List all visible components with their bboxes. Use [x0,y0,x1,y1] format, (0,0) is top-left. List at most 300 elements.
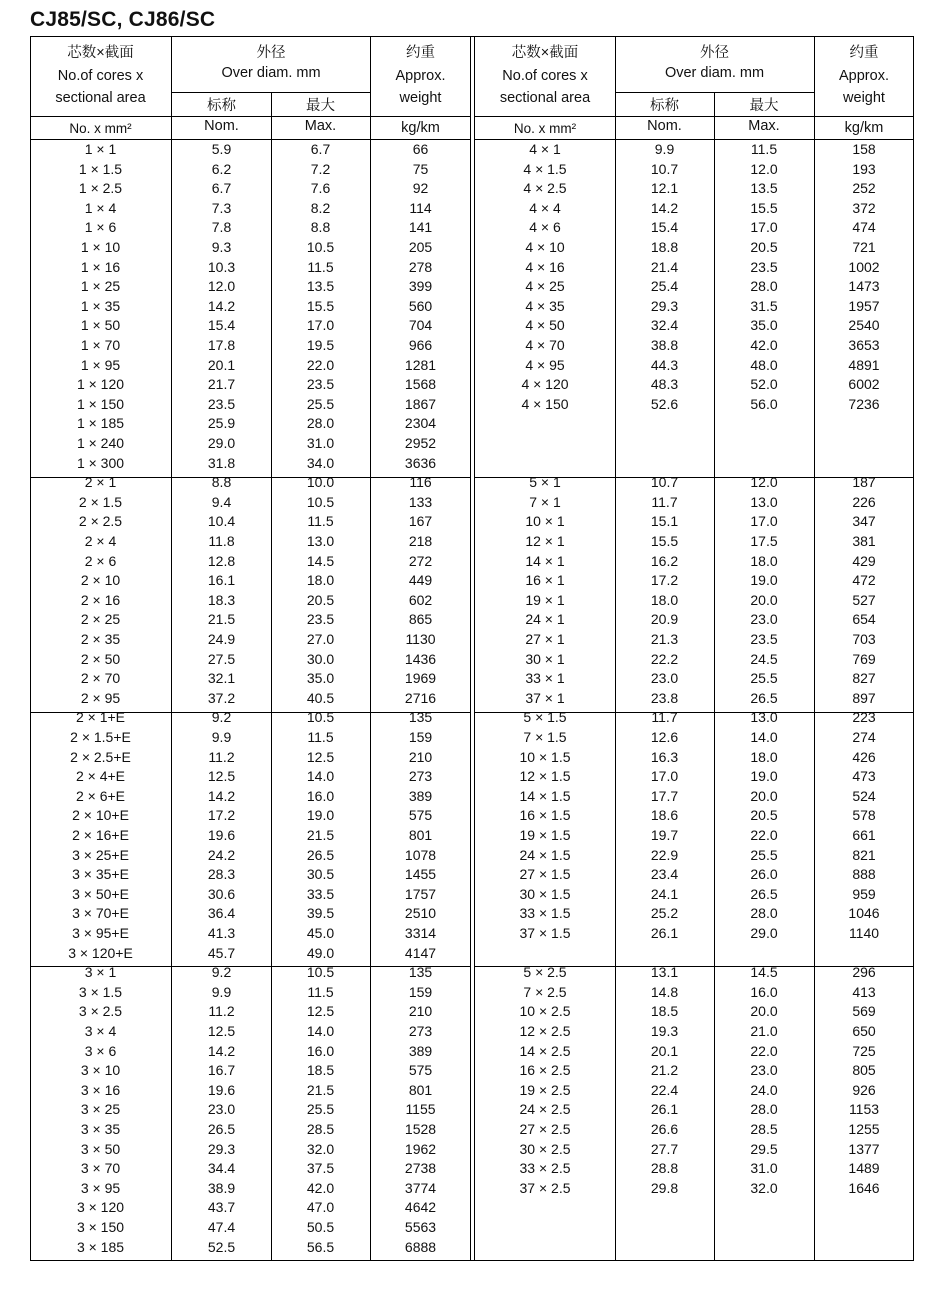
core-size-cell: 2 × 1.5+E [70,729,131,745]
max-diameter-cell: 32.0 [750,1179,778,1196]
weight-cell: 252 [852,180,876,197]
nom-diameter-cell: 25.2 [650,905,679,922]
weight-cell: 1255 [848,1121,880,1137]
core-size-cell: 12 × 1 [525,533,565,549]
rule-group-left [30,139,470,140]
nom-diameter-cell: 23.0 [207,1101,236,1118]
rule-unit-right [475,116,914,117]
weight-cell: 1489 [848,1160,880,1177]
nom-diameter-cell: 32.1 [207,670,236,687]
max-diameter-cell: 52.0 [750,376,778,393]
weight-cell: 6002 [848,376,880,393]
core-size-cell: 5 × 1.5 [523,709,567,726]
max-diameter-cell: 32.0 [306,1140,335,1157]
nom-diameter-cell: 12.0 [207,278,236,295]
nom-diameter-cell: 18.5 [650,1003,679,1020]
nom-diameter-cell: 23.0 [650,670,679,687]
weight-cell: 223 [852,709,876,726]
weight-cell: 602 [408,591,433,608]
weight-cell: 1473 [848,278,880,295]
nom-diameter-cell: 18.8 [650,239,679,255]
max-diameter-cell: 47.0 [306,1199,335,1216]
core-size-cell: 1 × 25 [80,278,121,295]
weight-cell: 3314 [404,925,437,941]
weight-cell: 2716 [404,689,437,706]
weight-cell: 704 [408,317,433,334]
core-size-cell: 1 × 1.5 [78,160,123,177]
nom-diameter-cell: 28.3 [207,866,236,883]
core-size-cell: 2 × 10 [80,572,121,589]
nom-diameter-cell: 10.7 [650,474,679,491]
nom-diameter-cell: 8.8 [211,474,232,491]
core-size-cell: 2 × 16+E [72,827,129,843]
max-diameter-cell: 14.0 [306,1023,335,1039]
weight-cell: 524 [852,787,876,804]
core-size-cell: 2 × 2.5+E [70,748,131,765]
core-size-cell: 24 × 1 [525,611,565,628]
weight-cell: 3653 [848,337,880,353]
max-diameter-cell: 50.5 [306,1219,335,1235]
core-size-cell: 19 × 1.5 [519,827,571,843]
rule-col-double [470,36,471,1261]
max-diameter-cell: 15.5 [750,199,778,216]
core-size-cell: 30 × 2.5 [519,1140,571,1157]
max-diameter-cell: 33.5 [306,885,335,902]
max-diameter-cell: 8.2 [310,199,331,216]
core-size-cell: 5 × 1 [529,474,561,491]
nom-diameter-cell: 10.3 [207,258,236,275]
nom-diameter-cell: 11.7 [651,493,678,510]
weight-cell: 769 [852,650,876,667]
max-diameter-cell: 20.0 [750,591,778,608]
core-size-cell: 10 × 1.5 [519,748,571,765]
nom-diameter-cell: 47.4 [207,1219,236,1235]
core-size-cell: 3 × 4 [84,1023,117,1039]
nom-diameter-cell: 5.9 [211,141,232,157]
nom-diameter-cell: 20.1 [207,356,236,373]
core-size-cell: 30 × 1.5 [519,885,571,902]
nom-diameter-cell: 26.1 [650,925,679,941]
weight-cell: 159 [408,729,433,745]
weight-cell: 5563 [404,1219,437,1235]
nom-diameter-cell: 24.2 [207,846,236,863]
nom-diameter-cell: 37.2 [207,689,236,706]
weight-cell: 654 [852,611,876,628]
max-diameter-cell: 19.0 [750,572,778,589]
max-diameter-cell: 28.0 [750,1101,778,1118]
header-max-en: Max. [748,118,780,134]
core-size-cell: 19 × 2.5 [519,1081,571,1098]
header-core-en1: No.of cores x [57,68,144,84]
max-diameter-cell: 28.0 [750,905,778,922]
max-diameter-cell: 22.0 [750,1042,778,1059]
weight-cell: 578 [852,807,876,824]
max-diameter-cell: 19.5 [306,337,335,353]
weight-cell: 187 [852,474,876,491]
core-size-cell: 3 × 150 [76,1219,125,1235]
core-size-cell: 7 × 2.5 [523,983,567,1000]
core-size-cell: 1 × 1 [84,141,117,157]
weight-cell: 725 [852,1042,876,1059]
core-size-cell: 2 × 70 [80,670,121,687]
max-diameter-cell: 56.0 [750,395,778,412]
core-size-cell: 14 × 1 [525,552,565,569]
nom-diameter-cell: 32.4 [650,317,679,334]
max-diameter-cell: 40.5 [306,689,335,706]
nom-diameter-cell: 16.7 [207,1062,236,1079]
max-diameter-cell: 13.0 [306,533,335,549]
core-size-cell: 4 × 150 [521,395,569,412]
core-size-cell: 1 × 6 [84,219,117,236]
core-size-cell: 4 × 2.5 [523,180,567,197]
nom-diameter-cell: 28.8 [650,1160,679,1177]
core-size-cell: 3 × 1 [84,964,117,981]
weight-cell: 6888 [404,1238,437,1255]
weight-cell: 133 [408,493,433,510]
weight-cell: 2304 [404,415,437,432]
nom-diameter-cell: 7.3 [211,199,232,216]
header-wt-en1: Approx. [839,68,889,84]
max-diameter-cell: 8.8 [310,219,331,236]
core-size-cell: 4 × 95 [525,356,565,373]
nom-diameter-cell: 21.4 [650,258,679,275]
core-size-cell: 3 × 25+E [72,846,129,863]
core-size-cell: 37 × 1 [525,689,565,706]
core-size-cell: 3 × 95+E [72,925,129,941]
core-size-cell: 2 × 25 [80,611,121,628]
core-size-cell: 19 × 1 [525,591,565,608]
weight-cell: 1078 [404,846,437,863]
core-size-cell: 27 × 1 [525,631,565,647]
core-size-cell: 1 × 150 [76,395,125,412]
weight-cell: 966 [408,337,433,353]
weight-cell: 4891 [848,356,880,373]
nom-diameter-cell: 7.8 [211,219,232,236]
max-diameter-cell: 26.5 [750,689,778,706]
weight-cell: 805 [852,1062,876,1079]
max-diameter-cell: 17.0 [306,317,335,334]
weight-cell: 66 [412,141,429,157]
max-diameter-cell: 30.0 [306,650,335,667]
weight-cell: 1867 [404,395,437,412]
nom-diameter-cell: 9.4 [211,493,232,510]
weight-cell: 1155 [405,1101,436,1118]
max-diameter-cell: 16.0 [750,983,778,1000]
core-size-cell: 1 × 70 [80,337,121,353]
core-size-cell: 33 × 1 [525,670,565,687]
core-size-cell: 2 × 35 [80,631,121,647]
max-diameter-cell: 39.5 [306,905,335,922]
cable-spec-table [30,36,914,1261]
core-size-cell: 3 × 120+E [68,944,133,961]
weight-cell: 273 [408,1023,433,1039]
core-size-cell: 1 × 50 [80,317,121,334]
weight-cell: 1455 [404,866,437,883]
core-size-cell: 1 × 10 [80,239,121,255]
nom-diameter-cell: 44.3 [650,356,679,373]
weight-cell: 575 [408,807,433,824]
nom-diameter-cell: 17.2 [650,572,679,589]
nom-diameter-cell: 52.6 [650,395,679,412]
nom-diameter-cell: 27.7 [650,1140,679,1157]
max-diameter-cell: 19.0 [750,768,778,785]
max-diameter-cell: 28.5 [306,1121,335,1137]
header-core-unit: No. x mm² [69,121,132,136]
nom-diameter-cell: 16.2 [650,552,679,569]
max-diameter-cell: 10.5 [306,709,335,726]
weight-cell: 2540 [848,317,880,334]
max-diameter-cell: 16.0 [306,1042,335,1059]
max-diameter-cell: 14.5 [750,964,778,981]
nom-diameter-cell: 11.7 [651,709,678,726]
weight-cell: 141 [408,219,433,236]
nom-diameter-cell: 38.9 [207,1179,236,1196]
nom-diameter-cell: 18.6 [650,807,679,824]
weight-cell: 2738 [404,1160,437,1177]
weight-cell: 413 [852,983,876,1000]
max-diameter-cell: 10.5 [306,493,335,510]
core-size-cell: 10 × 2.5 [519,1003,571,1020]
weight-cell: 575 [408,1062,433,1079]
weight-cell: 7236 [848,395,880,412]
weight-cell: 296 [852,964,876,981]
header-max-cn: 最大 [306,98,335,114]
nom-diameter-cell: 11.2 [208,748,235,765]
max-diameter-cell: 28.0 [306,415,335,432]
nom-diameter-cell: 29.3 [207,1140,236,1157]
max-diameter-cell: 23.5 [306,376,335,393]
nom-diameter-cell: 23.8 [650,689,679,706]
rule-col [271,92,272,1261]
weight-cell: 3774 [404,1179,437,1196]
rule-col-double [474,36,475,1261]
max-diameter-cell: 6.7 [310,141,331,157]
max-diameter-cell: 42.0 [750,337,778,353]
rule-group-right [475,966,914,967]
weight-cell: 2510 [404,905,437,922]
nom-diameter-cell: 9.2 [211,964,232,981]
weight-cell: 114 [409,199,432,216]
nom-diameter-cell: 15.1 [650,513,679,530]
core-size-cell: 2 × 6+E [75,787,126,804]
nom-diameter-cell: 21.3 [650,631,679,647]
core-size-cell: 4 × 50 [525,317,565,334]
header-wt-cn: 约重 [849,45,879,61]
nom-diameter-cell: 29.3 [650,297,679,314]
max-diameter-cell: 31.0 [750,1160,778,1177]
nom-diameter-cell: 19.7 [650,827,679,843]
nom-diameter-cell: 9.9 [654,141,675,157]
header-od-en: Over diam. mm [664,65,765,81]
core-size-cell: 37 × 1.5 [519,925,571,941]
nom-diameter-cell: 19.6 [207,827,236,843]
weight-cell: 1140 [848,925,880,941]
nom-diameter-cell: 34.4 [207,1160,236,1177]
nom-diameter-cell: 19.6 [207,1081,236,1098]
weight-cell: 426 [852,748,876,765]
weight-cell: 1002 [848,258,880,275]
core-size-cell: 2 × 1 [84,474,117,491]
nom-diameter-cell: 14.8 [650,983,679,1000]
max-diameter-cell: 17.0 [750,219,778,236]
max-diameter-cell: 34.0 [306,454,335,471]
weight-cell: 2952 [404,435,437,451]
core-size-cell: 1 × 35 [80,297,121,314]
core-size-cell: 4 × 70 [525,337,565,353]
max-diameter-cell: 11.5 [750,141,778,157]
weight-cell: 1436 [404,650,437,667]
nom-diameter-cell: 21.5 [207,611,236,628]
max-diameter-cell: 13.0 [750,493,778,510]
max-diameter-cell: 35.0 [750,317,778,334]
nom-diameter-cell: 20.1 [650,1042,679,1059]
weight-cell: 897 [852,689,876,706]
core-size-cell: 5 × 2.5 [523,964,567,981]
nom-diameter-cell: 18.0 [650,591,679,608]
weight-cell: 274 [852,729,876,745]
core-size-cell: 3 × 25 [80,1101,121,1118]
max-diameter-cell: 25.5 [750,846,778,863]
max-diameter-cell: 16.0 [306,787,335,804]
max-diameter-cell: 27.0 [306,631,335,647]
max-diameter-cell: 12.0 [750,474,778,491]
rule-group-left [30,477,470,478]
core-size-cell: 3 × 16 [80,1081,121,1098]
core-size-cell: 4 × 120 [521,376,569,393]
core-size-cell: 2 × 10+E [72,807,129,824]
nom-diameter-cell: 22.9 [650,846,679,863]
nom-diameter-cell: 45.7 [207,944,236,961]
weight-cell: 821 [852,846,876,863]
core-size-cell: 2 × 16 [80,591,121,608]
nom-diameter-cell: 29.0 [207,435,236,451]
weight-cell: 429 [852,552,876,569]
nom-diameter-cell: 23.5 [207,395,236,412]
nom-diameter-cell: 15.4 [650,219,679,236]
max-diameter-cell: 18.0 [750,748,778,765]
core-size-cell: 7 × 1.5 [523,729,567,745]
nom-diameter-cell: 21.7 [207,376,236,393]
nom-diameter-cell: 14.2 [207,1042,236,1059]
header-core-en2: sectional area [499,90,591,106]
core-size-cell: 2 × 1+E [75,709,126,726]
core-size-cell: 3 × 95 [80,1179,121,1196]
nom-diameter-cell: 21.2 [650,1062,679,1079]
weight-cell: 92 [412,180,429,197]
max-diameter-cell: 29.0 [750,925,778,941]
nom-diameter-cell: 14.2 [650,199,679,216]
page-title: CJ85/SC, CJ86/SC [30,8,216,31]
max-diameter-cell: 13.5 [306,278,335,295]
header-core-cn: 芯数×截面 [511,45,579,61]
core-size-cell: 10 × 1 [525,513,565,530]
weight-cell: 721 [852,239,876,255]
weight-cell: 888 [852,866,876,883]
nom-diameter-cell: 15.5 [650,533,679,549]
weight-cell: 372 [852,199,876,216]
weight-cell: 1962 [404,1140,437,1157]
core-size-cell: 2 × 6 [84,552,117,569]
max-diameter-cell: 12.5 [306,748,335,765]
nom-diameter-cell: 12.6 [650,729,679,745]
weight-cell: 135 [408,709,433,726]
core-size-cell: 16 × 2.5 [519,1062,571,1079]
core-size-cell: 4 × 1 [529,141,561,157]
weight-cell: 4147 [404,944,437,961]
max-diameter-cell: 24.5 [750,650,778,667]
header-core-unit: No. x mm² [513,121,577,136]
header-wt-en2: weight [399,90,442,106]
nom-diameter-cell: 30.6 [207,885,236,902]
max-diameter-cell: 56.5 [306,1238,335,1255]
weight-cell: 1528 [404,1121,437,1137]
nom-diameter-cell: 6.2 [211,160,232,177]
header-core-en1: No.of cores x [502,68,588,84]
core-size-cell: 37 × 2.5 [519,1179,571,1196]
max-diameter-cell: 21.0 [750,1023,778,1039]
core-size-cell: 16 × 1.5 [519,807,571,824]
core-size-cell: 3 × 35 [80,1121,121,1137]
weight-cell: 158 [852,141,876,157]
max-diameter-cell: 20.5 [750,239,778,255]
header-core-cn: 芯数×截面 [67,45,134,61]
max-diameter-cell: 10.5 [306,964,335,981]
core-size-cell: 12 × 2.5 [519,1023,571,1039]
weight-cell: 865 [408,611,433,628]
core-size-cell: 1 × 240 [76,435,125,451]
core-size-cell: 33 × 1.5 [519,905,571,922]
nom-diameter-cell: 23.4 [650,866,679,883]
rule-unit-left [30,116,470,117]
nom-diameter-cell: 22.2 [650,650,679,667]
max-diameter-cell: 18.0 [306,572,335,589]
max-diameter-cell: 20.0 [750,787,778,804]
nom-diameter-cell: 19.3 [650,1023,679,1039]
header-max-en: Max. [304,118,337,134]
core-size-cell: 1 × 95 [80,356,121,373]
nom-diameter-cell: 9.9 [211,729,232,745]
weight-cell: 661 [852,827,876,843]
header-max-cn: 最大 [749,98,779,114]
core-size-cell: 4 × 1.5 [523,160,567,177]
max-diameter-cell: 31.0 [306,435,335,451]
nom-diameter-cell: 43.7 [207,1199,236,1216]
max-diameter-cell: 25.5 [306,395,335,412]
max-diameter-cell: 28.5 [750,1121,778,1137]
max-diameter-cell: 35.0 [306,670,335,687]
max-diameter-cell: 37.5 [306,1160,335,1177]
nom-diameter-cell: 10.7 [650,160,679,177]
nom-diameter-cell: 17.0 [650,768,679,785]
weight-cell: 389 [408,787,433,804]
weight-cell: 1957 [848,297,880,314]
core-size-cell: 1 × 185 [76,415,125,432]
max-diameter-cell: 14.5 [306,552,335,569]
weight-cell: 4642 [404,1199,437,1216]
weight-cell: 3636 [404,454,437,471]
rule-group-left [30,966,470,967]
core-size-cell: 2 × 2.5 [78,513,123,530]
core-size-cell: 3 × 1.5 [78,983,123,1000]
max-diameter-cell: 23.0 [750,1062,778,1079]
weight-cell: 272 [408,552,433,569]
max-diameter-cell: 26.0 [750,866,778,883]
max-diameter-cell: 20.5 [750,807,778,824]
core-size-cell: 1 × 300 [76,454,125,471]
core-size-cell: 2 × 4+E [75,768,126,785]
nom-diameter-cell: 29.8 [650,1179,679,1196]
nom-diameter-cell: 41.3 [207,925,236,941]
